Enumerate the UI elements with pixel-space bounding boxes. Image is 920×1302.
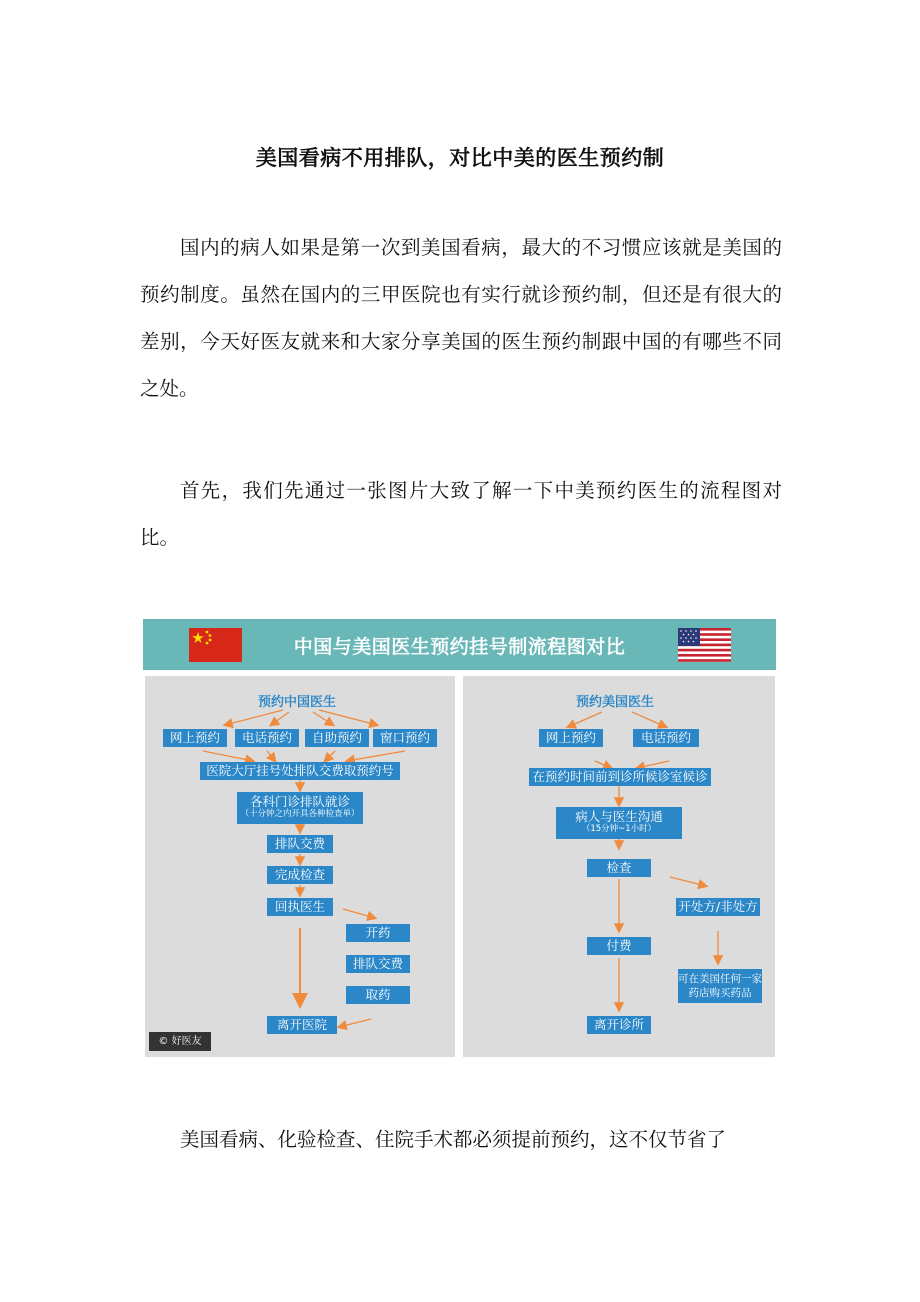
paragraph-continuation: 美国看病、化验检查、住院手术都必须提前预约，这不仅节省了 (180, 1128, 727, 1151)
china-leave-hospital: 离开医院 (267, 1016, 337, 1034)
figure-title: 中国与美国医生预约挂号制流程图对比 (293, 636, 626, 658)
usa-leave-clinic: 离开诊所 (587, 1016, 651, 1034)
china-online-booking: 网上预约 (163, 729, 227, 747)
china-window-booking: 窗口预约 (373, 729, 437, 747)
china-get-medicine: 取药 (346, 986, 410, 1004)
usa-doctor-talk-note: （15分钟~1小时） (581, 824, 657, 834)
usa-online-booking: 网上预约 (539, 729, 603, 747)
china-phone-booking: 电话预约 (235, 729, 299, 747)
usa-heading: 预约美国医生 (576, 695, 655, 710)
china-hall-register: 医院大厅挂号处排队交费取预约号 (200, 762, 400, 780)
usa-doctor-talk-label: 病人与医生沟通 (575, 809, 663, 824)
china-prescribe: 开药 (346, 924, 410, 942)
china-heading: 预约中国医生 (258, 695, 337, 710)
usa-doctor-talk (556, 807, 682, 839)
usa-prescription: 开处方/非处方 (676, 898, 760, 916)
usa-phone-booking: 电话预约 (633, 729, 699, 747)
usa-exam: 检查 (587, 859, 651, 877)
china-clinic-queue (237, 792, 363, 824)
usa-any-pharmacy: 可在美国任何一家药店购买药品 (678, 969, 762, 1003)
china-queue-pay: 排队交费 (267, 835, 333, 853)
usa-payment: 付费 (587, 937, 651, 955)
china-side-pay: 排队交费 (346, 955, 410, 973)
document-title: 美国看病不用排队，对比中美的医生预约制 (255, 146, 665, 170)
china-clinic-queue-label: 各科门诊排队就诊 (249, 794, 350, 809)
china-self-service-booking: 自助预约 (305, 729, 369, 747)
china-return-doctor: 回执医生 (267, 898, 333, 916)
paragraph-intro: 国内的病人如果是第一次到美国看病，最大的不习惯应该就是美国的预约制度。虽然在国内的三甲医院也有实行就诊预约制，但还是有很大的差别，今天好医友就来和大家分享美国的医生预约制跟中国的有哪些不同之处。 (140, 236, 782, 400)
figure-credit: © 好医友 (149, 1032, 211, 1051)
china-clinic-queue-note: （十分钟之内开具各种检查单） (240, 809, 360, 819)
usa-wait-room: 在预约时间前到诊所候诊室候诊 (529, 768, 711, 786)
paragraph-figure-intro: 首先，我们先通过一张图片大致了解一下中美预约医生的流程图对比。 (140, 479, 782, 549)
comparison-flowchart-figure (143, 619, 776, 1057)
china-finish-exam: 完成检查 (267, 866, 333, 884)
